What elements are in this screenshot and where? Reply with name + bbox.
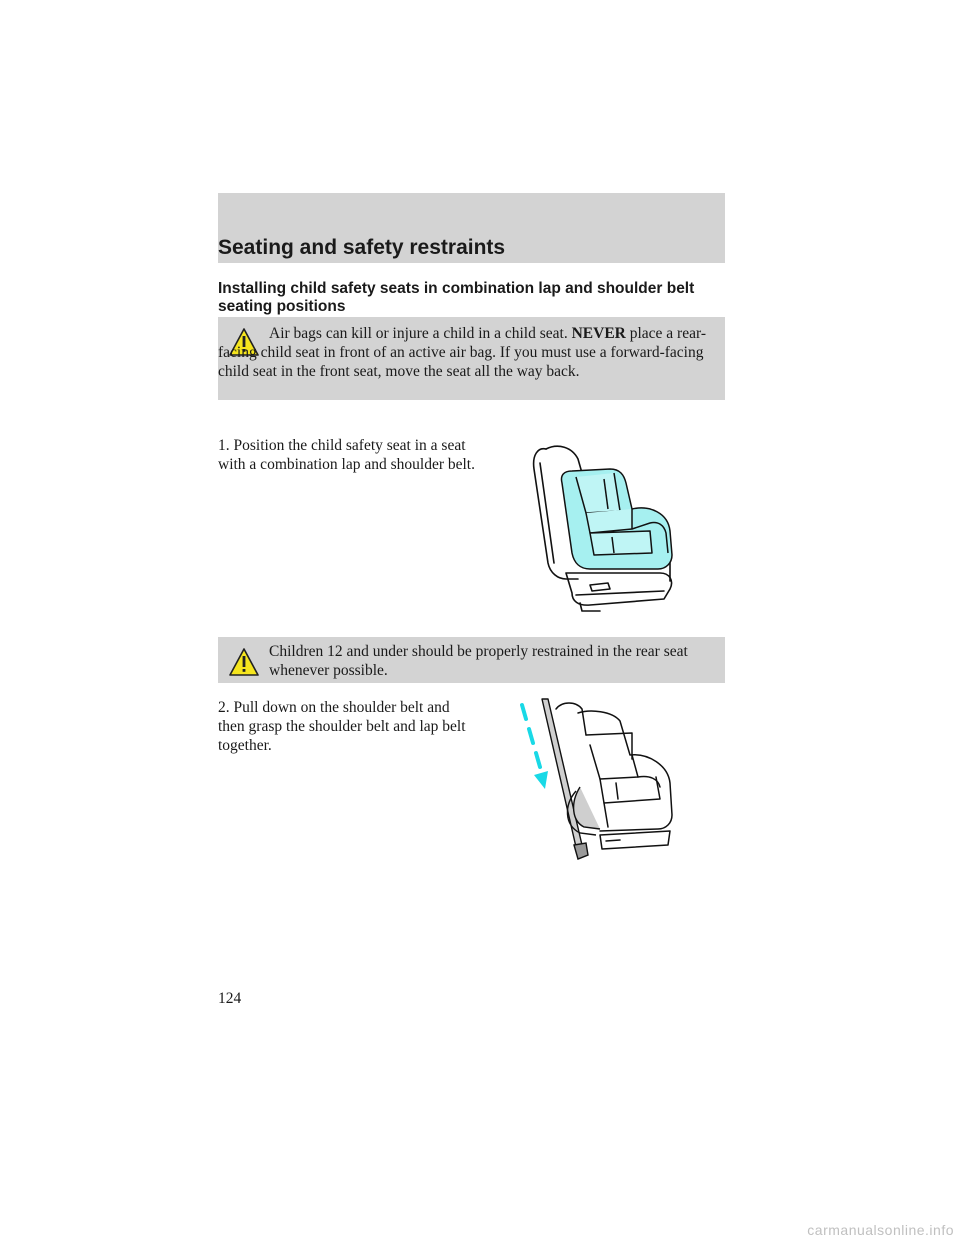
warning-box-airbag bbox=[218, 317, 725, 400]
warning-text-children: Children 12 and under should be properly restrained in the rear seat whenever possible. bbox=[269, 643, 688, 679]
section-title: Seating and safety restraints bbox=[218, 236, 506, 259]
step-2-text: 2. Pull down on the shoulder belt and then grasp the shoulder belt and lap belt together. bbox=[218, 699, 466, 754]
warning-text-end: place a rear-facing child seat in front of an active air bag. If you must use a forward-facing child seat in the front seat, move the seat all the way back. bbox=[218, 325, 706, 380]
step-1-text: 1. Position the child safety seat in a seat with a combination lap and shoulder belt. bbox=[218, 437, 475, 473]
page-number: 124 bbox=[218, 990, 242, 1007]
warning-box-children bbox=[218, 637, 725, 683]
watermark: carmanualsonline.info bbox=[807, 1222, 954, 1238]
warning-triangle-icon bbox=[228, 647, 260, 677]
subheading: Installing child safety seats in combination lap and shoulder belt seating positions bbox=[218, 280, 695, 315]
child-seat-illustration bbox=[520, 413, 680, 613]
warning-text-airbag bbox=[218, 324, 715, 381]
shoulder-belt-illustration bbox=[520, 695, 680, 865]
warning-text-start: Air bags can kill or injure a child in a child seat. bbox=[269, 325, 572, 342]
warning-never-emphasis: NEVER bbox=[571, 325, 626, 342]
